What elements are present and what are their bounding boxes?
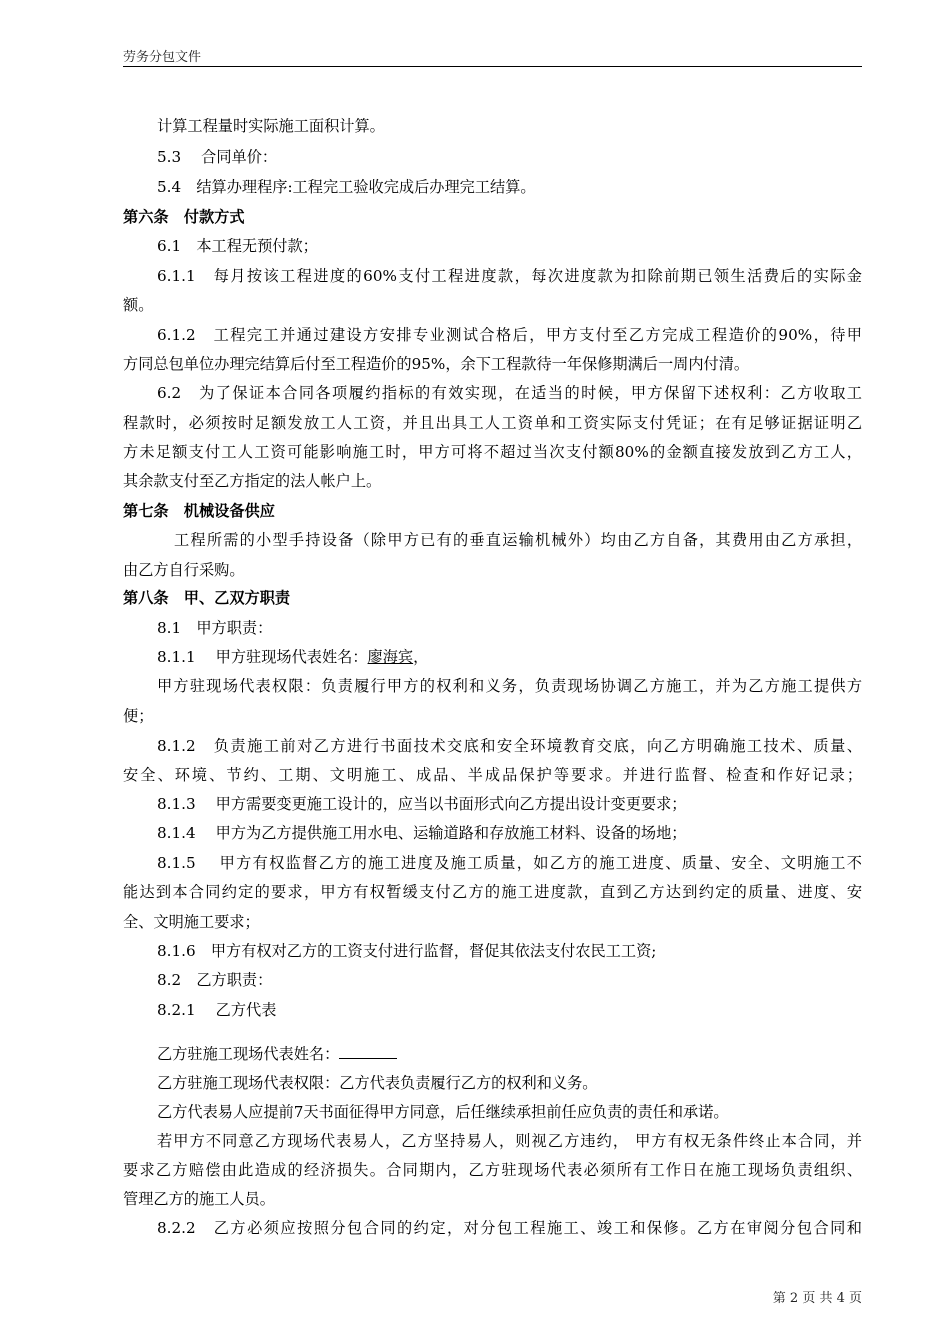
clause-8-1: 8.1 甲方职责： [157, 619, 273, 637]
header-title: 劳务分包文件 [123, 50, 202, 65]
punctuation: ， [413, 648, 429, 666]
page-header [123, 46, 862, 67]
clause-6-1: 6.1 本工程无预付款； [157, 237, 318, 255]
clause-8-1-3: 8.1.3 甲方需要变更施工设计的，应当以书面形式向乙方提出设计变更要求； [157, 795, 687, 813]
text-line: 由乙方自行采购。 [123, 561, 245, 579]
text-line: 安全、环境、节约、工期、文明施工、成品、半成品保护等要求。并进行监督、检查和作好记录； [123, 766, 862, 784]
page-number: 第 2 页 共 4 页 [772, 1291, 862, 1306]
clause-8-1-4: 8.1.4 甲方为乙方提供施工用水电、运输道路和存放施工材料、设备的场地； [157, 824, 687, 842]
clause-8-1-5: 8.1.5 甲方有权监督乙方的施工进度及施工质量，如乙方的施工进度、质量、安全、文明施工不 [157, 854, 862, 872]
clause-6-1-1: 6.1.1 每月按该工程进度的60%支付工程进度款，每次进度款为扣除前期已领生活费后的实际金 [157, 267, 862, 285]
clause-5-3: 5.3 合同单价： [157, 148, 278, 166]
text-line: 甲方驻现场代表权限：负责履行甲方的权利和义务，负责现场协调乙方施工，并为乙方施工提供方 [157, 677, 862, 695]
text-line: 方同总包单位办理完结算后付至工程造价的95%，余下工程款待一年保修期满后一周内付清。 [123, 355, 750, 373]
section-heading-7: 第七条 机械设备供应 [123, 502, 275, 520]
clause-8-2-1: 8.2.1 乙方代表 [157, 1001, 277, 1019]
rep-name-label: 乙方驻施工现场代表姓名： [157, 1045, 340, 1063]
clause-8-1-6: 8.1.6 甲方有权对乙方的工资支付进行监督，督促其依法支付农民工工资; [157, 942, 657, 960]
text-line: 额。 [123, 296, 154, 314]
clause-5-4: 5.4 结算办理程序:工程完工验收完成后办理完工结算。 [157, 178, 536, 196]
clause-8-1-1 [157, 647, 428, 669]
text-line: 程款时，必须按时足额发放工人工资，并且出具工人工资单和工资实际支付凭证；在有足够证据证明乙 [123, 414, 862, 432]
text-line: 便； [123, 707, 154, 725]
text-line: 其余款支付至乙方指定的法人帐户上。 [123, 472, 382, 490]
text-line: 能达到本合同约定的要求，甲方有权暂缓支付乙方的施工进度款，直到乙方达到约定的质量、进度、安 [123, 883, 862, 901]
text-line: 方未足额支付工人工资可能影响施工时，甲方可将不超过当次支付额80%的金额直接发放到乙方工人， [123, 443, 862, 461]
text-line: 若甲方不同意乙方现场代表易人，乙方坚持易人，则视乙方违约， 甲方有权无条件终止本合同，并 [157, 1132, 862, 1150]
clause-8-2: 8.2 乙方职责： [157, 971, 273, 989]
clause-8-2-2: 8.2.2 乙方必须应按照分包合同的约定，对分包工程施工、竣工和保修。乙方在审阅分包合同和 [157, 1219, 862, 1237]
name-blank [339, 1044, 397, 1059]
text-line: 计算工程量时实际施工面积计算。 [157, 117, 385, 135]
clause-6-1-2: 6.1.2 工程完工并通过建设方安排专业测试合格后，甲方支付至乙方完成工程造价的90%，待甲 [157, 326, 862, 344]
party-a-rep-name: 廖海宾 [367, 648, 414, 666]
text-line: 全、文明施工要求； [123, 913, 260, 931]
section-heading-8: 第八条 甲、乙双方职责 [123, 589, 291, 607]
text-line: 要求乙方赔偿由此造成的经济损失。合同期内，乙方驻现场代表必须所有工作日在施工现场负责组织、 [123, 1161, 862, 1179]
rep-name-label: 8.1.1 甲方驻现场代表姓名： [157, 648, 368, 666]
text-line: 乙方驻施工现场代表权限：乙方代表负责履行乙方的权利和义务。 [157, 1074, 598, 1092]
clause-6-2: 6.2 为了保证本合同各项履约指标的有效实现，在适当的时候，甲方保留下述权利：乙方收取工 [157, 384, 862, 402]
text-line: 工程所需的小型手持设备（除甲方已有的垂直运输机械外）均由乙方自备，其费用由乙方承担， [174, 531, 862, 549]
text-line: 乙方代表易人应提前7天书面征得甲方同意，后任继续承担前任应负责的责任和承诺。 [157, 1103, 729, 1121]
text-line: 管理乙方的施工人员。 [123, 1190, 275, 1208]
section-heading-6: 第六条 付款方式 [123, 208, 245, 226]
party-b-rep-name-line [157, 1044, 397, 1066]
clause-8-1-2: 8.1.2 负责施工前对乙方进行书面技术交底和安全环境教育交底，向乙方明确施工技术、质量、 [157, 737, 862, 755]
